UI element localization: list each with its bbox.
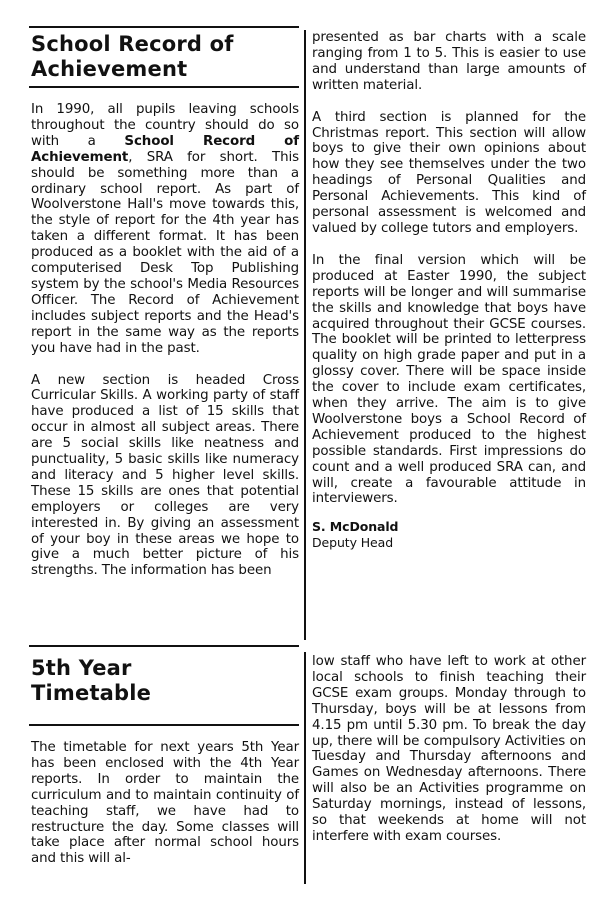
article2-title-line1: 5th Year — [31, 656, 132, 680]
sra-bold-term: School Record of Achievement — [31, 133, 299, 165]
article1-right-column — [312, 30, 586, 551]
article2-paragraph-1: The timetable for next years 5th Year has been enclosed with the 4th Year reports. In order to maintain the curriculum and to maintain continuity of teaching staff, we have had to restructure the day. Some classes will take place after normal school hours and this will al- — [31, 740, 299, 867]
author-signature — [312, 519, 586, 551]
section-divider — [29, 645, 299, 647]
article2-right-column — [312, 654, 586, 861]
column-divider-2 — [304, 652, 306, 884]
article1-paragraph-1: In 1990, all pupils leaving schools throughout the country should do so with a School Record of Achievement, SRA for short. This should be something more than a ordinary school report. As part of Woolverstone Hall's move towards this, the style of report for the 4th year has taken a different format. It has been produced as a booklet with the aid of a computerised Desk Top Publishing system by the school's Media Resources Officer. The Record of Achievement includes subject reports and the Head's report in the same way as the reports you have had in the past. — [31, 102, 299, 356]
article2-left-column — [31, 656, 299, 883]
article2-paragraph-2: low staff who have left to work at other local schools to finish teaching their GCSE exam groups. Monday through to Thursday, boys will be at lessons from 4.15 pm until 5.30 pm. To break the day up, there will be compulsory Activities on Tuesday and Thursday afternoons and Games on Wednesday afternoons. There will also be an Activities programme on Saturday mornings, instead of lessons, so that weekends at home will not interfere with exam courses. — [312, 654, 586, 844]
article2-title — [31, 656, 299, 706]
article1-title — [31, 32, 299, 82]
article1-paragraph-2: A new section is headed Cross Curricular Skills. A working party of staff have produced a list of 15 skills that occur in almost all subject areas. There are 5 social skills like neatness and punctuality, 5 basic skills like numeracy and literacy and 5 higher level skills. These 15 skills are ones that potential employers or colleges are very interested in. By giving an assessment of your boy in these areas we hope to give a much better picture of his strengths. The information has been — [31, 372, 299, 579]
top-rule-left — [29, 26, 299, 28]
author-name: S. McDonald — [312, 519, 399, 535]
article2-title-line2: Timetable — [31, 681, 152, 705]
article1-paragraph-5: In the final version which will be produced at Easter 1990, the subject reports will be longer and will summarise the skills and knowledge that boys have acquired throughout their GCSE courses. The booklet will be printed to letterpress quality on high grade paper and put in a glossy cover. There will be space inside the cover to include exam certificates, when they arrive. The aim is to give Woolverstone boys a School Record of Achievement produced to the highest possible standards. First impressions do count and a well produced SRA can, and will, create a favourable attitude in interviewers. — [312, 252, 586, 507]
article1-left-column — [31, 32, 299, 595]
column-divider-1 — [304, 30, 306, 640]
author-role: Deputy Head — [312, 535, 394, 551]
article1-title-line2: Achievement — [31, 57, 188, 81]
article1-paragraph-4: A third section is planned for the Christmas report. This section will allow boys to give their own opinions about how they see themselves under the two headings of Personal Qualities and Personal Achievements. This kind of personal assessment is welcomed and valued by college tutors and employers. — [312, 109, 586, 236]
article1-title-line1: School Record of — [31, 32, 234, 56]
article1-paragraph-3: presented as bar charts with a scale ranging from 1 to 5. This is easier to use and understand than large amounts of written material. — [312, 30, 586, 93]
